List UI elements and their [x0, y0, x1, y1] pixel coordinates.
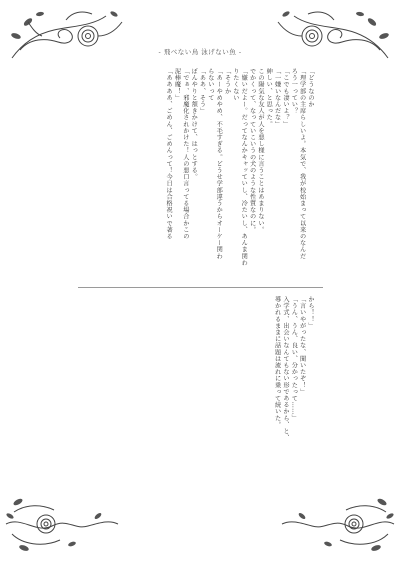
- text-line: 「あーやめやめ、不毛すぎる。どうせ学部違うからオーケー関わ: [215, 68, 223, 260]
- bottom-right-flourish-ornament: [278, 494, 398, 556]
- section-divider-rule: [78, 287, 323, 288]
- lower-text-column-block: [272, 296, 314, 441]
- text-line: 「どうなのか: [307, 68, 314, 108]
- text-line: りたくない: [231, 68, 239, 101]
- text-line: 紳しい、と思った。: [265, 68, 273, 128]
- text-line: 「嫌いだよー。だってなんかキャッていし、冷たいし、あんま関わ: [240, 68, 248, 266]
- text-line: から！！」: [307, 296, 314, 329]
- text-line: 「でぁ、邪魔化されかけた！人の悪口言ってる場合かこの: [181, 68, 189, 240]
- text-line: らないって: [206, 68, 214, 101]
- text-line: 「そうか: [223, 68, 231, 95]
- text-line: ろう一ってい？: [290, 68, 298, 115]
- text-line: 「言いやがったな、聞いたぞ！」: [298, 296, 306, 395]
- text-line: 導かれるままに話題は流れに乗って続いた。: [273, 296, 281, 428]
- text-line: 「一嫌いなんだな」: [273, 68, 281, 128]
- text-line: 「こでも凄いよ？」: [281, 68, 289, 128]
- text-line: 入学式、出会いなんてもない形であるから、と、: [281, 296, 289, 442]
- bottom-left-flourish-ornament: [2, 494, 122, 556]
- upper-text-column-block: [164, 68, 314, 273]
- text-line: ぼんやりと頷きかけて、はっとする。: [190, 68, 198, 181]
- text-line: 「うん、うん、良い、分かったって……」: [290, 296, 298, 422]
- text-line: でかくって、なっていこいうの犬のような性質なのに。: [248, 68, 256, 233]
- text-line: 「理学部の主席らしいよ。本気で、我が校始まって以来のなんだ: [298, 68, 306, 260]
- text-line: 「ああ、そう」: [198, 68, 206, 115]
- running-header-title: - 飛べない鳥 泳げない魚 -: [158, 48, 242, 56]
- text-line: 「ああああ、ごめん、ごめんって！今日は合格祝いで著る: [165, 68, 173, 240]
- text-line: 泥棒魔！」: [173, 68, 181, 101]
- text-line: この陽気な友人が人を悪し様に言うことはあまりない。: [256, 68, 264, 233]
